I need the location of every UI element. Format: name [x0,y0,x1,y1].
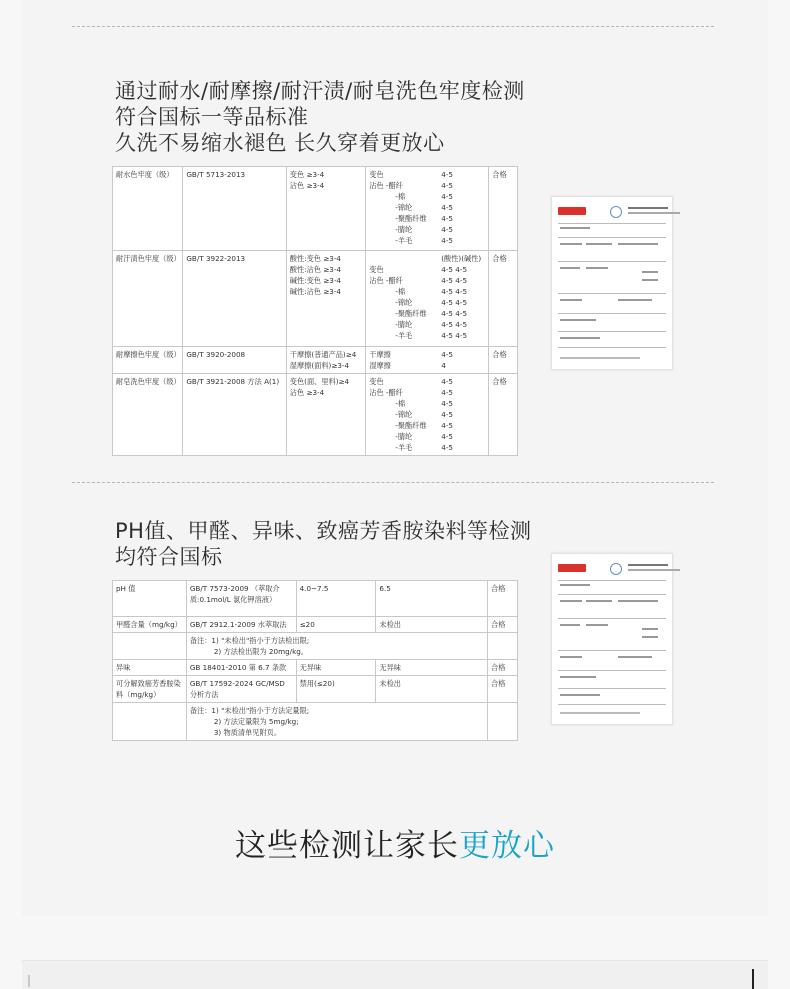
grade-value: 4-5 [441,432,453,441]
standard-cell: GB/T 3920-2008 [183,347,286,374]
grade-label: 沾色 -醋纤 [369,181,403,190]
result-cell: 合格 [488,617,518,633]
result-cell: 合格 [489,374,518,456]
table-row [113,660,518,676]
requirement-cell: 无异味 [296,660,376,676]
grade-value: 4-5 [441,377,453,386]
grade-label: -聚酯纤维 [395,214,427,223]
section1-headline [115,78,525,156]
grade-label: 沾色 -醋纤 [369,276,403,285]
grade-cell [366,347,489,374]
grade-label: 变色 [369,265,384,274]
grade-value: 4-5 [441,203,453,212]
grade-value: 4-5 4-5 [441,320,468,329]
note-line: 2) 方法检出限为 20mg/kg。 [213,647,308,656]
grade-value: 4-5 4-5 [441,287,468,296]
standard-cell: GB/T 3921-2008 方法 A(1) [183,374,286,456]
lab-logo-icon [558,564,586,572]
grade-value: 4 [441,361,446,370]
slogan-accent: 更放心 [459,828,555,864]
colorfastness-table [112,166,518,456]
requirement-line: 沾色 ≥3-4 [289,388,325,397]
value-cell: 未检出 [376,676,488,703]
certification-seal-icon [610,206,622,218]
slogan-text: 这些检测让家长 [235,828,459,864]
result-cell: 合格 [489,251,518,347]
grade-label: -羊毛 [395,443,413,452]
note-cell [186,633,487,660]
standard-cell: GB/T 17592-2024 GC/MSD 分析方法 [186,676,296,703]
grade-label: 干摩擦 [369,350,391,359]
requirement-line: 沾色 ≥3-4 [289,181,325,190]
test-report-thumbnail [551,196,673,370]
requirement-line: 酸性:沾色 ≥3-4 [289,265,341,274]
test-report-thumbnail [551,553,673,725]
grade-label: -腈纶 [395,432,413,441]
item-cell: 耐水色牢度（级） [113,167,183,251]
grade-value: 4-5 [441,236,453,245]
section2-headline [115,518,531,570]
grade-label: -聚酯纤维 [395,309,427,318]
grade-label: -锦纶 [395,410,413,419]
chemical-safety-table [112,580,518,741]
grade-value: 4-5 [441,388,453,397]
note-line: 2) 方法定量限为 5mg/kg; [213,717,299,726]
grade-label: -棉 [395,287,406,296]
requirement-line: 变色(面、里料)≥4 [289,377,350,386]
grade-value: 4-5 [441,181,453,190]
result-cell: 合格 [489,167,518,251]
grade-cell [366,374,489,456]
result-cell: 合格 [488,581,518,617]
grade-value: 4-5 4-5 [441,309,468,318]
grade-label [369,253,441,264]
lab-logo-icon [558,207,586,215]
divider-middle [72,482,714,483]
grade-value: 4-5 [441,443,453,452]
standard-cell: GB/T 2912.1-2009 水萃取法 [186,617,296,633]
standard-cell: GB 18401-2010 第 6.7 条款 [186,660,296,676]
table-row [113,251,518,347]
requirement-cell [286,347,365,374]
requirement-line: 碱性:沾色 ≥3-4 [289,287,341,296]
item-cell: 甲醛含量（mg/kg） [113,617,187,633]
standard-cell: GB/T 5713-2013 [183,167,286,251]
table-row [113,633,518,660]
result-cell: 合格 [488,660,518,676]
note-line: 备注：1) "未检出"指小于方法定量限; [189,706,310,715]
grade-value: 4-5 4-5 [441,276,468,285]
result-cell: 合格 [489,347,518,374]
grade-label: -羊毛 [395,236,413,245]
result-cell: 合格 [488,676,518,703]
value-cell: 未检出 [376,617,488,633]
note-cell [186,703,487,741]
grade-value: 4-5 4-5 [441,331,468,340]
grade-label: -腈纶 [395,225,413,234]
note-line: 备注：1) "未检出"指小于方法检出限; [189,636,310,645]
grade-label: 沾色 -醋纤 [369,388,403,397]
requirement-cell: 4.0~7.5 [296,581,376,617]
next-section-strip [22,960,768,989]
headline-line: 久洗不易缩水褪色 长久穿着更放心 [115,131,445,155]
value-cell: 无异味 [376,660,488,676]
table-row [113,581,518,617]
grade-label: -棉 [395,399,406,408]
grade-value: 4-5 [441,192,453,201]
grade-value: 4-5 [441,170,453,179]
grade-value: (酸性)(碱性) [441,254,482,263]
headline-line: PH值、甲醛、异味、致癌芳香胺染料等检测 [115,519,532,543]
grade-value: 4-5 [441,225,453,234]
grade-cell [366,167,489,251]
grade-cell [366,251,489,347]
table-row [113,167,518,251]
requirement-line: 湿摩擦(面料)≥3-4 [289,361,350,370]
item-cell: 耐摩擦色牢度（级） [113,347,183,374]
grade-value: 4-5 [441,350,453,359]
requirement-cell [286,167,365,251]
grade-value: 4-5 [441,410,453,419]
headline-line: 符合国标一等品标准 [115,105,309,129]
grade-label: 湿摩擦 [369,361,391,370]
requirement-cell: ≤20 [296,617,376,633]
table-row [113,374,518,456]
grade-label: 变色 [369,170,384,179]
requirement-cell [286,251,365,347]
grade-label: -羊毛 [395,331,413,340]
headline-line: 通过耐水/耐摩擦/耐汗渍/耐皂洗色牢度检测 [115,79,525,103]
standard-cell: GB/T 7573-2009 （萃取介质:0.1mol/L 氯化钾溶液） [186,581,296,617]
requirement-line: 碱性:变色 ≥3-4 [289,276,341,285]
item-cell: 可分解致癌芳香胺染料（mg/kg） [113,676,187,703]
value-cell: 6.5 [376,581,488,617]
grade-value: 4-5 [441,421,453,430]
grade-value: 4-5 4-5 [441,265,468,274]
standard-cell: GB/T 3922-2013 [183,251,286,347]
requirement-line: 酸性:变色 ≥3-4 [289,254,341,263]
grade-label: 变色 [369,377,384,386]
grade-value: 4-5 [441,214,453,223]
grade-label: -腈纶 [395,320,413,329]
grade-value: 4-5 [441,399,453,408]
table-row [113,617,518,633]
requirement-line: 变色 ≥3-4 [289,170,325,179]
item-cell: 耐汗渍色牢度（级） [113,251,183,347]
item-cell: 异味 [113,660,187,676]
grade-value: 4-5 4-5 [441,298,468,307]
divider-top [72,26,714,27]
grade-label: -锦纶 [395,203,413,212]
table-row [113,676,518,703]
grade-label: -聚酯纤维 [395,421,427,430]
grade-label: -锦纶 [395,298,413,307]
note-line: 3) 物质清单见附页。 [213,728,282,737]
table-row [113,703,518,741]
requirement-cell [286,374,365,456]
closing-slogan [0,820,790,865]
requirement-cell: 禁用(≤20) [296,676,376,703]
item-cell: pH 值 [113,581,187,617]
grade-label: -棉 [395,192,406,201]
headline-line: 均符合国标 [115,545,223,569]
table-row [113,347,518,374]
item-cell: 耐皂洗色牢度（级） [113,374,183,456]
certification-seal-icon [610,563,622,575]
requirement-line: 干摩擦(普通产品)≥4 [289,350,357,359]
